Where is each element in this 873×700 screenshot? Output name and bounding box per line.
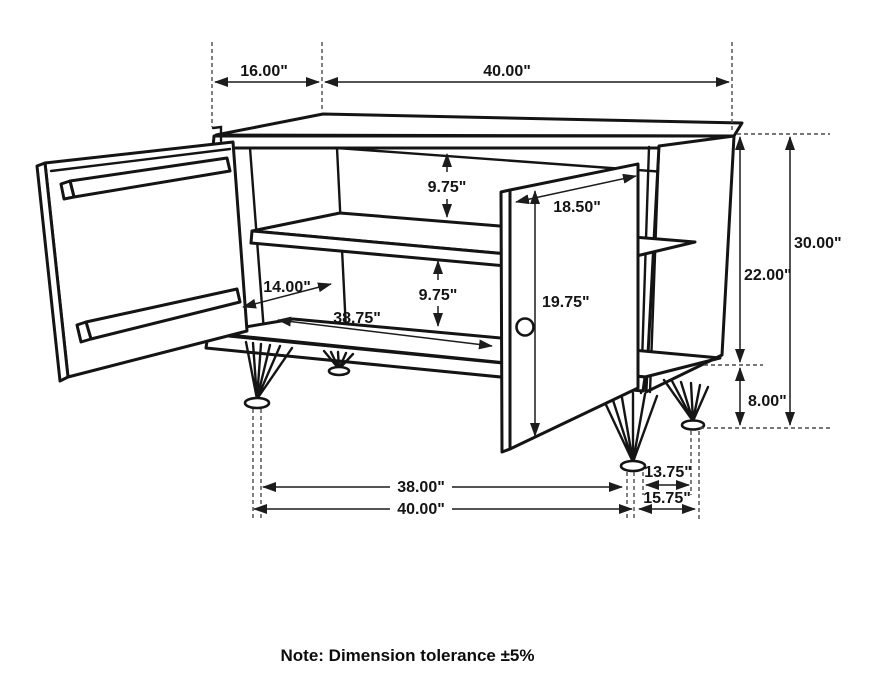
dim-label-top-depth: 16.00" — [240, 63, 288, 80]
dim-label-leg-height: 8.00" — [748, 393, 787, 410]
dim-label-cabinet-height: 22.00" — [744, 267, 792, 284]
dim-label-interior-depth: 14.00" — [263, 279, 311, 296]
tolerance-note: Note: Dimension tolerance ±5% — [280, 646, 535, 665]
dim-label-lower-clearance: 9.75" — [418, 287, 458, 304]
dim-label-bottom-depth: 15.75" — [643, 490, 691, 507]
dim-label-door-height: 19.75" — [542, 294, 590, 311]
dim-label-upper-clearance: 9.75" — [427, 179, 467, 196]
leg-foot — [245, 398, 269, 408]
dim-label-overall-height: 30.00" — [794, 235, 842, 252]
dim-label-top-width: 40.00" — [483, 63, 531, 80]
dim-label-front-feet-span: 38.00" — [397, 479, 445, 496]
leg-foot — [329, 367, 349, 375]
leg-foot — [621, 461, 645, 471]
dim-label-bottom-width: 40.00" — [397, 501, 445, 518]
dim-label-side-feet-span: 13.75" — [644, 464, 692, 481]
dim-label-interior-width: 38.75" — [333, 310, 381, 327]
dim-label-door-width: 18.50" — [553, 199, 601, 216]
door-knob — [517, 319, 534, 336]
